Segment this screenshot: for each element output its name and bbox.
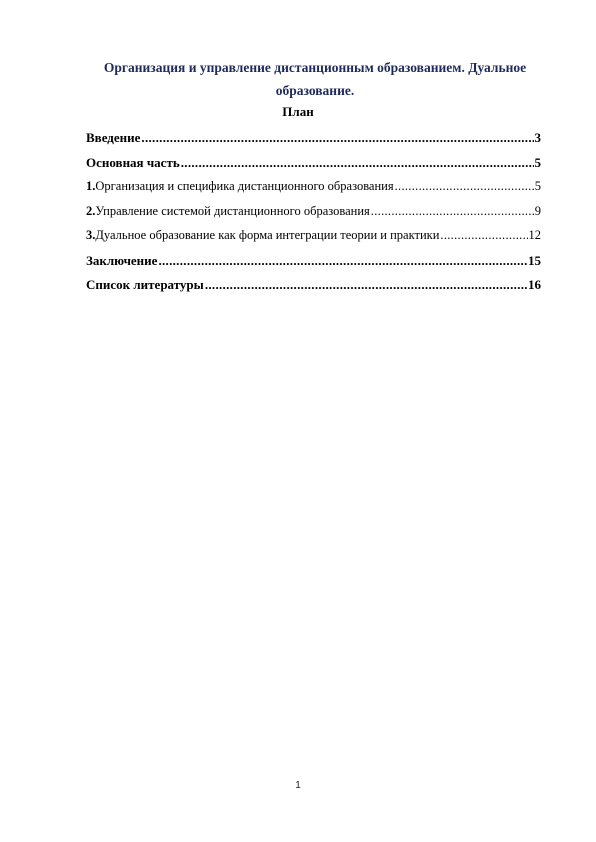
toc-leader-dots (141, 128, 533, 147)
toc-entry-page: 5 (534, 154, 541, 170)
table-of-contents (86, 128, 541, 300)
toc-entry-page: 5 (534, 179, 541, 193)
toc-leader-dots (205, 275, 527, 294)
toc-leader-dots (440, 226, 527, 245)
plan-heading: План (282, 104, 314, 119)
toc-entry-page: 9 (534, 203, 541, 218)
toc-leader-dots (181, 153, 534, 172)
toc-entry-page: 15 (528, 252, 541, 268)
toc-entry-label: Основная часть (86, 154, 180, 170)
toc-leader-dots (395, 177, 534, 196)
toc-entry-section-2[interactable] (86, 202, 541, 227)
toc-entry-number: 1. (86, 179, 96, 193)
toc-entry-references[interactable] (86, 275, 541, 300)
toc-entry-page: 3 (534, 130, 541, 145)
toc-entry-main-part[interactable] (86, 153, 541, 178)
document-title-line-1: Организация и управление дистанционным образованием. Дуальное (103, 60, 527, 75)
toc-leader-dots (371, 202, 534, 221)
toc-entry-label: Управление системой дистанционного образования (95, 203, 370, 218)
toc-entry-label: Организация и специфика дистанционного образования (95, 179, 394, 193)
page-number: 1 (295, 780, 301, 791)
toc-entry-conclusion[interactable] (86, 251, 541, 276)
toc-entry-label: Дуальное образование как форма интеграции теории и практики (95, 228, 440, 242)
toc-entry-page: 12 (528, 228, 541, 242)
toc-entry-section-3[interactable] (86, 226, 541, 251)
toc-entry-number: 2. (86, 203, 96, 218)
document-title (70, 56, 560, 102)
toc-entry-label: Список литературы (86, 277, 204, 292)
document-title-line-2: образование. (275, 83, 355, 98)
toc-entry-page: 16 (528, 277, 541, 292)
toc-entry-section-1[interactable] (86, 177, 541, 202)
toc-entry-label: Заключение (86, 252, 158, 268)
toc-entry-label: Введение (86, 130, 141, 145)
toc-leader-dots (158, 251, 527, 270)
toc-entry-introduction[interactable] (86, 128, 541, 153)
toc-entry-number: 3. (86, 228, 96, 242)
